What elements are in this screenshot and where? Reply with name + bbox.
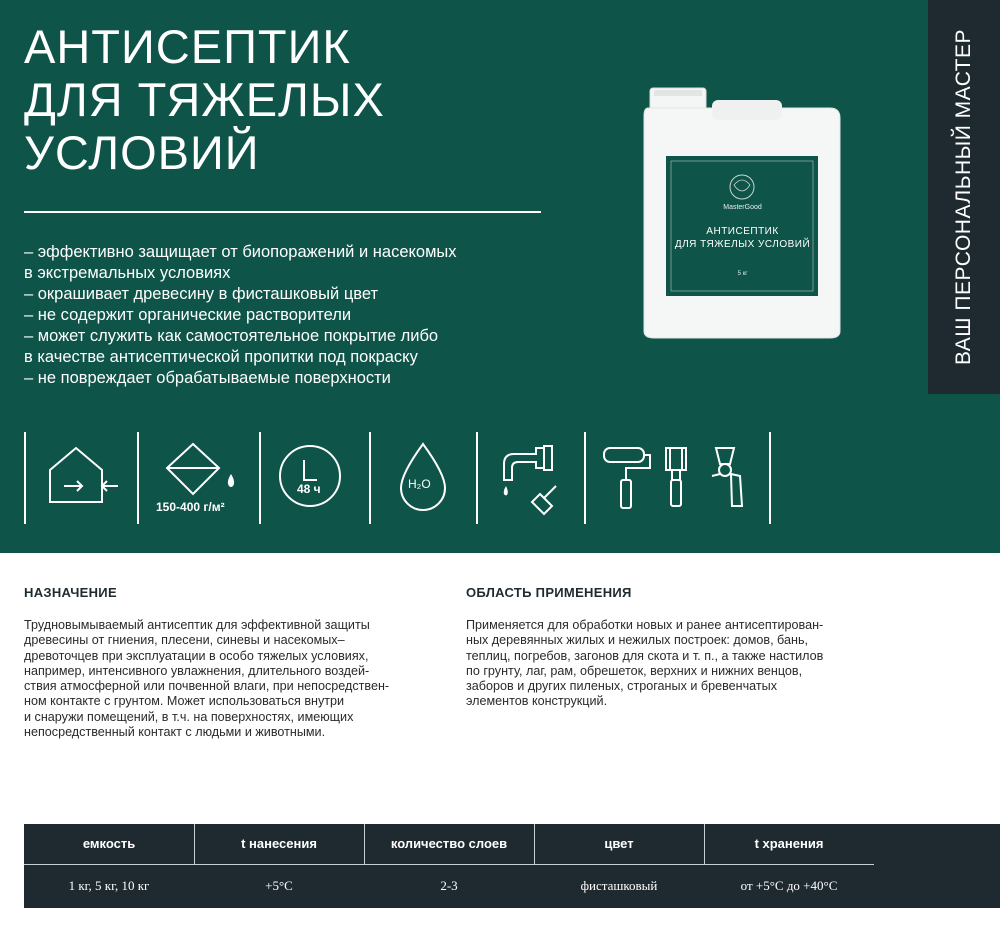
purpose-line: ном контакте с грунтом. Может использоваться внутри: [24, 694, 345, 709]
purpose-line: и снаружи помещений, в т.ч. на поверхностях, имеющих: [24, 709, 354, 724]
coverage-caption: 150-400 г/м²: [156, 500, 225, 514]
purpose-line: Трудновымываемый антисептик для эффективной защиты: [24, 618, 370, 632]
spec-header-apply-temp: t нанесения: [241, 836, 317, 851]
icon-cell: [259, 432, 371, 524]
house-inside-arrow-icon: [44, 440, 124, 510]
application-line: элементов конструкций.: [466, 694, 608, 709]
spec-header-storage-temp: t хранения: [754, 836, 824, 851]
feature-line: – эффективно защищает от биопоражений и насекомых: [24, 243, 457, 261]
icon-cell: [369, 432, 476, 524]
purpose-line: например, интенсивного увлажнения, длительного воздей-: [24, 663, 370, 678]
application-text: [466, 618, 823, 710]
product-volume: 5 кг: [737, 271, 748, 277]
spec-divider: [24, 864, 874, 865]
application-line: по грунту, лаг, рам, обрешеток, верхних и нижних венцов,: [466, 663, 803, 678]
roller-brush-sprayer-icon: [600, 440, 760, 510]
icon-cell: [24, 432, 136, 524]
icon-cell: [584, 432, 771, 524]
feature-line: в экстремальных условиях: [24, 264, 231, 282]
spec-value-layers: 2-3: [440, 878, 458, 893]
water-label: H₂O: [408, 477, 431, 491]
icon-cell: [137, 432, 259, 524]
purpose-line: древоточцев при эксплуатации в особо тяжелых условиях,: [24, 648, 369, 663]
application-line: заборов и других пиленых, строганых и бревенчатых: [466, 679, 778, 694]
feature-line: – может служить как самостоятельное покрытие либо: [24, 327, 439, 345]
spec-value-apply-temp: +5°C: [265, 878, 293, 893]
icon-cell: [476, 432, 583, 524]
spec-value-capacity: 1 кг, 5 кг, 10 кг: [68, 878, 150, 893]
purpose-heading: НАЗНАЧЕНИЕ: [24, 585, 117, 600]
feature-line: – не содержит органические растворители: [24, 306, 352, 324]
product-brand: MasterGood: [723, 204, 762, 211]
product-canister: [640, 86, 845, 341]
application-line: ных деревянных жилых и нежилых построек: домов, бань,: [466, 633, 809, 648]
product-name-line: АНТИСЕПТИК: [706, 226, 779, 237]
coverage-drop-icon: [161, 440, 241, 502]
product-name-line: ДЛЯ ТЯЖЕЛЫХ УСЛОВИЙ: [674, 239, 811, 250]
purpose-text: [24, 618, 389, 740]
title-line: УСЛОВИЙ: [24, 126, 260, 179]
application-heading: ОБЛАСТЬ ПРИМЕНЕНИЯ: [466, 585, 632, 600]
application-line: Применяется для обработки новых и ранее антисептирован-: [466, 618, 824, 632]
title-line: ДЛЯ ТЯЖЕЛЫХ: [24, 73, 385, 126]
feature-line: – не повреждает обрабатываемые поверхности: [24, 369, 391, 387]
spec-header-layers: количество слоев: [390, 836, 508, 851]
clock-icon: [275, 440, 345, 510]
side-tab: [928, 0, 1000, 394]
feature-list: [24, 242, 457, 389]
feature-line: – окрашивает древесину в фисташковый цвет: [24, 285, 379, 303]
title-divider: [24, 211, 541, 213]
application-line: теплиц, погребов, загонов для скота и т. п., а также настилов: [466, 648, 824, 663]
spec-value-color: фисташковый: [580, 878, 658, 893]
page-title: [24, 20, 385, 179]
purpose-line: древесины от гниения, плесени, синевы и насекомых–: [24, 633, 345, 648]
feature-line: в качестве антисептической пропитки под покраску: [24, 348, 418, 366]
title-line: АНТИСЕПТИК: [24, 20, 351, 73]
purpose-line: непосредственный контакт с людьми и животными.: [24, 725, 326, 740]
clock-duration: 48 ч: [297, 482, 321, 496]
spec-value-storage-temp: от +5°C до +40°C: [740, 878, 838, 893]
spec-header-color: цвет: [604, 836, 634, 851]
spec-table: [24, 824, 1000, 908]
spec-header-capacity: емкость: [82, 836, 136, 851]
side-tab-label: ВАШ ПЕРСОНАЛЬНЫЙ МАСТЕР: [952, 28, 975, 366]
tap-and-brush-icon: [496, 440, 576, 520]
feature-icons-row: [24, 432, 769, 524]
purpose-line: ствия атмосферной или почвенной влаги, при непосредствен-: [24, 679, 390, 694]
